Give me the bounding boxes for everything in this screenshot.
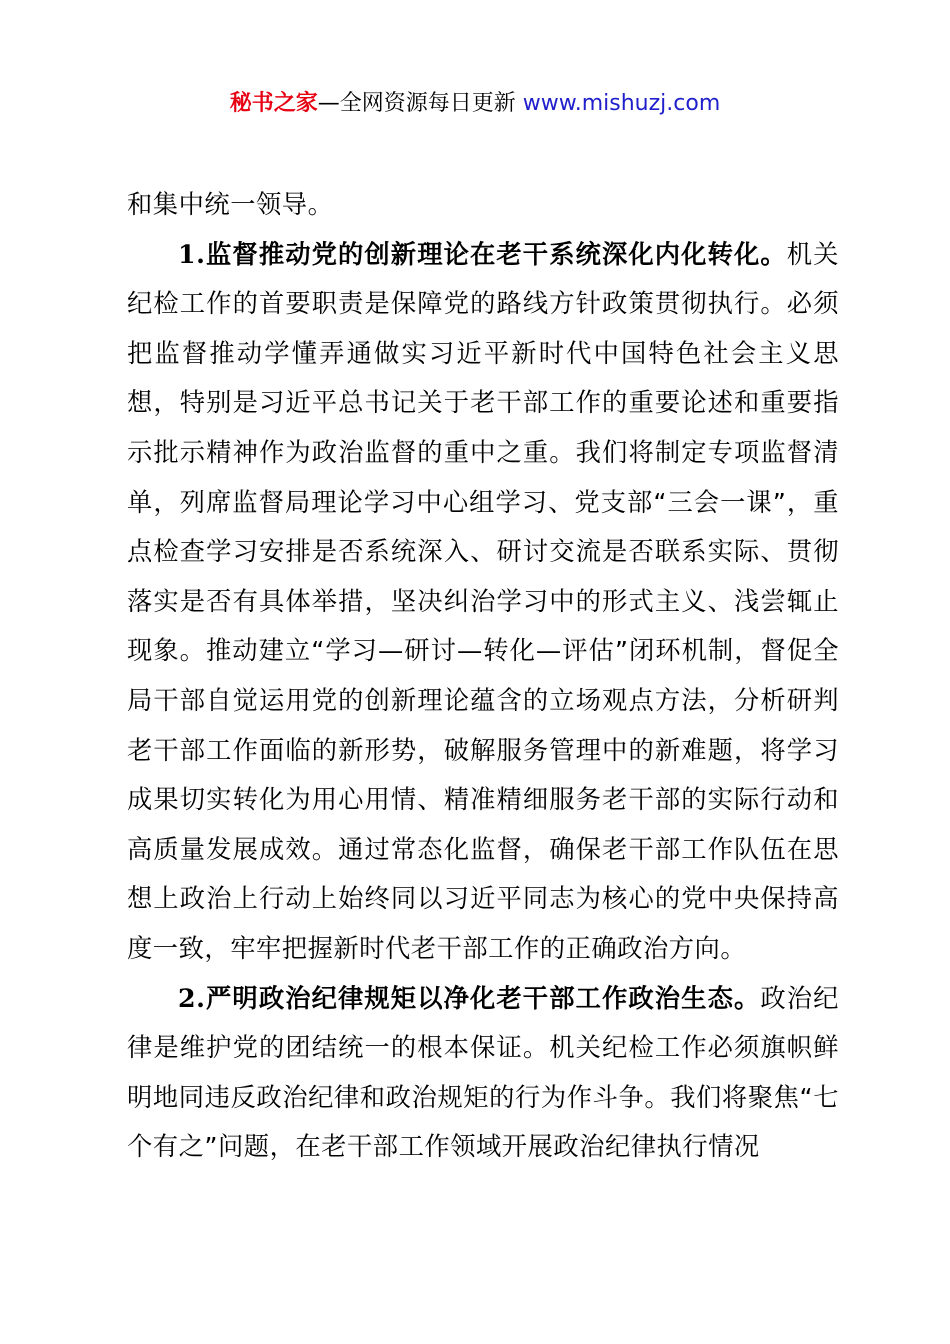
paragraph-2 [127,974,839,1172]
brand-name: 秘书之家 [229,91,318,116]
continuation-line: 和集中统一领导。 [127,190,334,219]
paragraph-2-number: 2. [178,982,206,1013]
paragraph-1 [127,230,839,974]
paragraph-1-text: 机关纪检工作的首要职责是保障党的路线方针政策贯彻执行。必须把监督推动学懂弄通做实习近平新时代中国特色社会主义思想，特别是习近平总书记关于老干部工作的重要论述和重要指示批示精神作为政治监督的重中之重。我们将制定专项监督清单，列席监督局理论学习中心组学习、党支部“三会一课”，重点检查学习安排是否系统深入、研讨交流是否联系实际、贯彻落实是否有具体举措，坚决纠治学习中的形式主义、浅尝辄止现象。推动建立“学习—研讨—转化—评估”闭环机制，督促全局干部自觉运用党的创新理论蕴含的立场观点方法，分析研判老干部工作面临的新形势，破解服务管理中的新难题，将学习成果切实转化为用心用情、精准精细服务老干部的实际行动和高质量发展成效。通过常态化监督，确保老干部工作队伍在思想上政治上行动上始终同以习近平同志为核心的党中央保持高度一致，牢牢把握新时代老干部工作的正确政治方向。 [127,239,839,963]
paragraph-1-lead: 监督推动党的创新理论在老干系统深化内化转化。 [205,239,787,269]
header-tagline: —全网资源每日更新 [317,91,523,116]
site-header [0,88,950,120]
paragraph-2-text: 政治纪律是维护党的团结统一的根本保证。机关纪检工作必须旗帜鲜明地同违反政治纪律和政治规矩的行为作斗争。我们将聚焦“七个有之”问题，在老干部工作领域开展政治纪律执行情况 [127,983,839,1162]
paragraph-1-number: 1. [178,238,206,269]
site-url-link[interactable]: www.mishuzj.com [522,91,721,116]
paragraph-2-lead: 严明政治纪律规矩以净化老干部工作政治生态。 [205,983,761,1013]
document-body [127,180,839,1172]
